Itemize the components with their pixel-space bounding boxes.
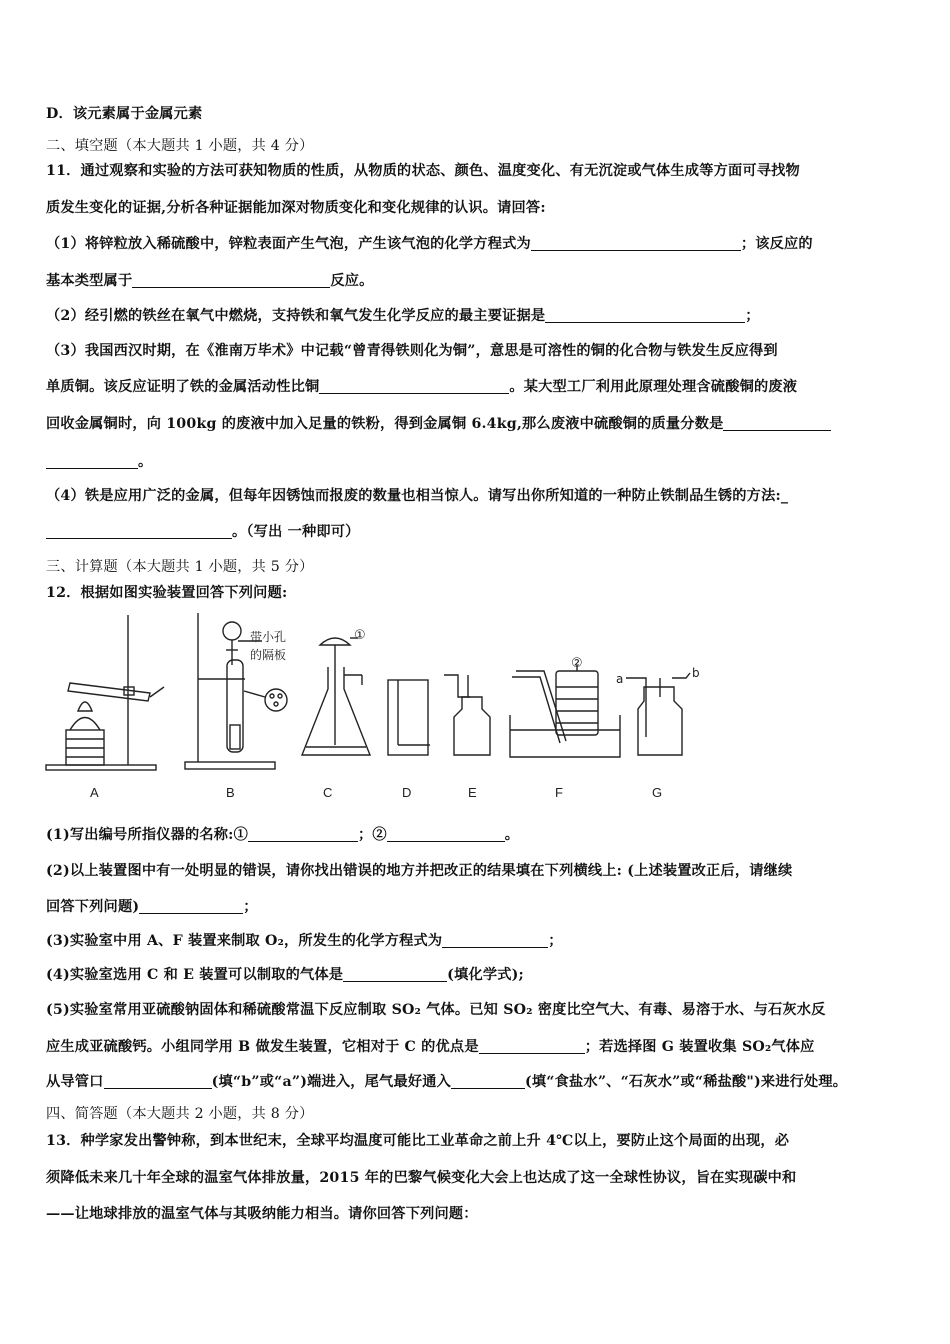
q11-part1-text2: ；该反应的	[740, 236, 813, 252]
q11-part2-text2: ；	[745, 308, 760, 324]
q11-part3-text4: 。	[138, 454, 153, 470]
apparatus-g	[626, 673, 690, 755]
q11-part4-text2: 。（写出 一种即可）	[232, 524, 360, 540]
answer-blank[interactable]	[46, 523, 232, 539]
answer-blank[interactable]	[46, 453, 138, 469]
figure-label-g: G	[652, 785, 663, 800]
q11-part1-text: （1）将锌粒放入稀硫酸中，锌粒表面产生气泡，产生该气泡的化学方程式为	[46, 236, 531, 252]
figure-label-e: E	[468, 785, 477, 800]
q11-part3-text3: 回收金属铜时，向 100kg 的废液中加入足量的铁粉，得到金属铜 6.4kg,那么废液中硫酸铜的质量分数是	[46, 416, 724, 432]
b-note-line2: 的隔板	[250, 648, 287, 662]
q12-part5-line3	[46, 1072, 910, 1092]
q11-part3-line4	[46, 452, 910, 472]
apparatus-f	[510, 665, 620, 757]
apparatus-figure	[40, 605, 720, 780]
q12-part3-text2: ；	[548, 933, 563, 949]
q12-part4-text: (4)实验室选用 C 和 E 装置可以制取的气体是	[46, 967, 344, 983]
q12-part1-text3: 。	[504, 827, 520, 843]
q12-part5-text3: 从导管口	[46, 1074, 104, 1090]
q12-part2-text: 回答下列问题)	[46, 899, 140, 915]
q12-part2-line2	[46, 897, 910, 917]
figure-label-b: B	[226, 785, 235, 800]
section-3-heading: 三、计算题（本大题共 1 小题，共 5 分）	[46, 559, 314, 575]
q12-part3	[46, 931, 910, 951]
answer-blank[interactable]	[319, 378, 509, 394]
option-d: D．该元素属于金属元素	[46, 106, 203, 122]
figure-label-d: D	[402, 785, 412, 800]
answer-blank[interactable]	[248, 826, 358, 842]
q11-part3-text: 单质铜。该反应证明了铁的金属活动性比铜	[46, 379, 320, 395]
q11-part1-line1	[46, 234, 910, 254]
q12-part2-line1: (2)以上装置图中有一处明显的错误，请你找出错误的地方并把改正的结果填在下列横线上: (上述装置改正后，请继续	[46, 863, 793, 879]
q12-part3-text: (3)实验室中用 A、F 装置来制取 O₂，所发生的化学方程式为	[46, 933, 443, 949]
section-4-heading: 四、简答题（本大题共 2 小题，共 8 分）	[46, 1106, 314, 1122]
answer-blank[interactable]	[451, 1073, 525, 1089]
q11-part3-line2	[46, 377, 910, 397]
q12-part1-text2: ；②	[358, 827, 387, 843]
answer-blank[interactable]	[387, 826, 505, 842]
answer-blank[interactable]	[479, 1038, 585, 1054]
answer-blank[interactable]	[104, 1073, 212, 1089]
q12-part2-text2: ；	[243, 899, 258, 915]
g-port-b: b	[692, 666, 700, 680]
answer-blank[interactable]	[139, 898, 243, 914]
q12-part5-text4: (填“b”或“a”)端进入，尾气最好通入	[211, 1074, 451, 1090]
q12-part1-text: (1)写出编号所指仪器的名称:①	[46, 827, 248, 843]
marker-1: ①	[354, 628, 366, 643]
figure-label-f: F	[555, 785, 563, 800]
section-2-heading: 二、填空题（本大题共 1 小题，共 4 分）	[46, 138, 314, 154]
b-note-line1: 带小孔	[250, 630, 287, 644]
q11-part3-line3	[46, 414, 910, 434]
answer-blank[interactable]	[723, 415, 831, 431]
q11-part2	[46, 306, 910, 326]
q11-part3-line1: （3）我国西汉时期，在《淮南万毕术》中记载“曾青得铁则化为铜”，意思是可溶性的铜的化合物与铁发生反应得到	[46, 343, 778, 359]
q11-part1-text4: 反应。	[330, 273, 374, 289]
q13-line3: ——让地球排放的温室气体与其吸纳能力相当。请你回答下列问题：	[46, 1206, 478, 1222]
q11-part1-line2	[46, 271, 910, 291]
q11-stem-line2: 质发生变化的证据,分析各种证据能加深对物质变化和变化规律的认识。请回答:	[46, 200, 546, 216]
q12-part4	[46, 965, 910, 985]
q12-part5-line1: (5)实验室常用亚硫酸钠固体和稀硫酸常温下反应制取 SO₂ 气体。已知 SO₂ 密度比空气大、有毒、易溶于水、与石灰水反	[46, 1002, 826, 1018]
q11-part2-text: （2）经引燃的铁丝在氧气中燃烧，支持铁和氧气发生化学反应的最主要证据是	[46, 308, 546, 324]
q11-part3-text2: 。某大型工厂利用此原理处理含硫酸铜的废液	[509, 379, 798, 395]
apparatus-d	[388, 680, 430, 755]
answer-blank[interactable]	[343, 966, 447, 982]
q12-part5-text5: (填“食盐水”、“石灰水”或“稀盐酸")来进行处理。	[525, 1074, 848, 1090]
q12-part5-text: 应生成亚硫酸钙。小组同学用 B 做发生装置，它相对于 C 的优点是	[46, 1039, 479, 1055]
q13-line2: 须降低未来几十年全球的温室气体排放量，2015 年的巴黎气候变化大会上也达成了这一全球性协议，旨在实现碳中和	[46, 1170, 797, 1186]
figure-label-a: A	[90, 785, 99, 800]
answer-blank[interactable]	[531, 235, 741, 251]
apparatus-a	[46, 615, 164, 770]
q12-part5-text2: ；若选择图 G 装置收集 SO₂气体应	[584, 1039, 815, 1055]
apparatus-e	[444, 675, 490, 755]
figure-label-c: C	[323, 785, 333, 800]
answer-blank[interactable]	[132, 272, 330, 288]
q11-part4-line2	[46, 522, 910, 542]
q12-part4-text2: (填化学式);	[447, 967, 524, 983]
q13-line1: 13．种学家发出警钟称，到本世纪末，全球平均温度可能比工业革命之前上升 4℃以上，要防止这个局面的出现，必	[46, 1133, 790, 1149]
q11-stem-line1: 11．通过观察和实验的方法可获知物质的性质，从物质的状态、颜色、温度变化、有无沉淀或气体生成等方面可寻找物	[46, 163, 800, 179]
q12-stem: 12．根据如图实验装置回答下列问题:	[46, 585, 288, 601]
q12-part5-line2	[46, 1037, 910, 1057]
answer-blank[interactable]	[442, 932, 548, 948]
q11-part4-line1: （4）铁是应用广泛的金属，但每年因锈蚀而报废的数量也相当惊人。请写出你所知道的一种防止铁制品生锈的方法:_	[46, 488, 789, 504]
apparatus-c	[302, 638, 370, 755]
marker-2: ②	[571, 656, 583, 671]
g-port-a: a	[616, 672, 624, 686]
q11-part1-text3: 基本类型属于	[46, 273, 133, 289]
answer-blank[interactable]	[545, 307, 745, 323]
q12-part1	[46, 825, 910, 845]
